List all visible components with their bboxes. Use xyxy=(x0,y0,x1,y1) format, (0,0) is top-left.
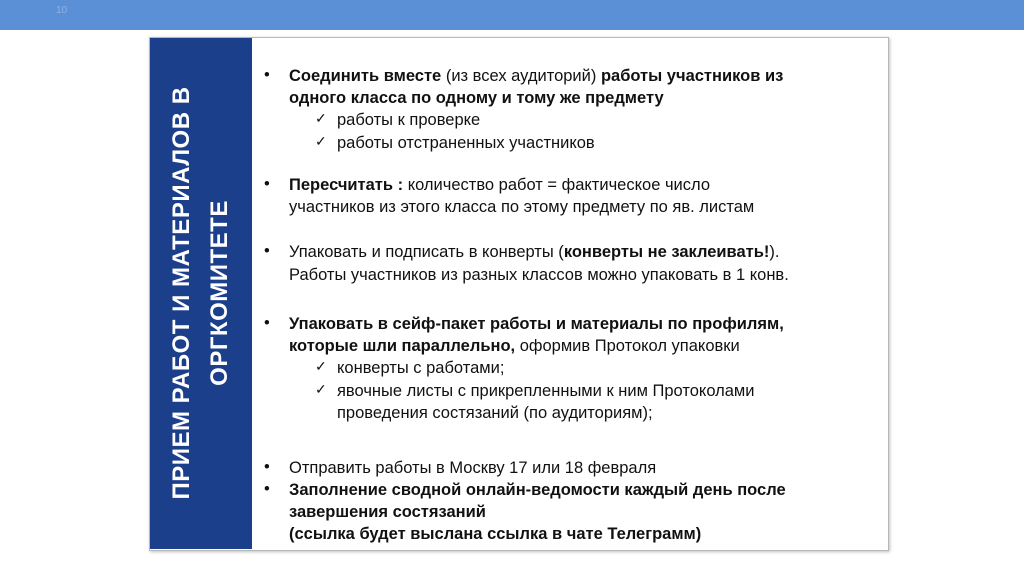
list-item-4-sub-2-line-2: проведения состязаний (по аудиториям); xyxy=(337,404,653,422)
slide-number: 10 xyxy=(56,5,68,16)
list-item-1-line-1: Соединить вместе (из всех аудиторий) работы участников из xyxy=(289,67,784,85)
list-item-4-sub-2-line-1: явочные листы с прикрепленными к ним Протоколами xyxy=(337,382,755,400)
list-item-5: Отправить работы в Москву 17 или 18 февраля xyxy=(289,459,657,477)
list-item-3-line-1: Упаковать и подписать в конверты (конверты не заклеивать!). xyxy=(289,243,780,261)
list-item-3-line-2: Работы участников из разных классов можно упаковать в 1 конв. xyxy=(289,266,789,284)
side-title-line-2: ОРГКОМИТЕТЕ xyxy=(206,200,233,386)
bullet-icon: • xyxy=(264,66,270,84)
check-icon: ✓ xyxy=(315,381,327,397)
list-item-6-line-1: Заполнение сводной онлайн-ведомости каждый день после xyxy=(289,481,786,499)
list-item-6-line-3: (ссылка будет выслана ссылка в чате Телеграмм) xyxy=(289,525,702,543)
bullet-icon: • xyxy=(264,458,270,476)
list-item-1-sub-2: работы отстраненных участников xyxy=(337,134,595,152)
list-item-1-line-2: одного класса по одному и тому же предмету xyxy=(289,89,664,107)
list-item-1-sub-1: работы к проверке xyxy=(337,111,481,129)
list-item-2-line-2: участников из этого класса по этому предмету по яв. листам xyxy=(289,198,755,216)
list-item-4-line-2: которые шли параллельно, оформив Протокол упаковки xyxy=(289,337,740,355)
bullet-icon: • xyxy=(264,242,270,260)
check-icon: ✓ xyxy=(315,358,327,374)
list-item-4-line-1: Упаковать в сейф-пакет работы и материалы по профилям, xyxy=(289,315,784,333)
list-item-6-line-2: завершения состязаний xyxy=(289,503,486,521)
check-icon: ✓ xyxy=(315,133,327,149)
bullet-icon: • xyxy=(264,314,270,332)
bullet-icon: • xyxy=(264,480,270,498)
check-icon: ✓ xyxy=(315,110,327,126)
list-item-2-line-1: Пересчитать : количество работ = фактическое число xyxy=(289,176,711,194)
list-item-4-sub-1: конверты с работами; xyxy=(337,359,505,377)
bullet-icon: • xyxy=(264,175,270,193)
side-title-line-1: ПРИЕМ РАБОТ И МАТЕРИАЛОВ В xyxy=(168,86,195,500)
